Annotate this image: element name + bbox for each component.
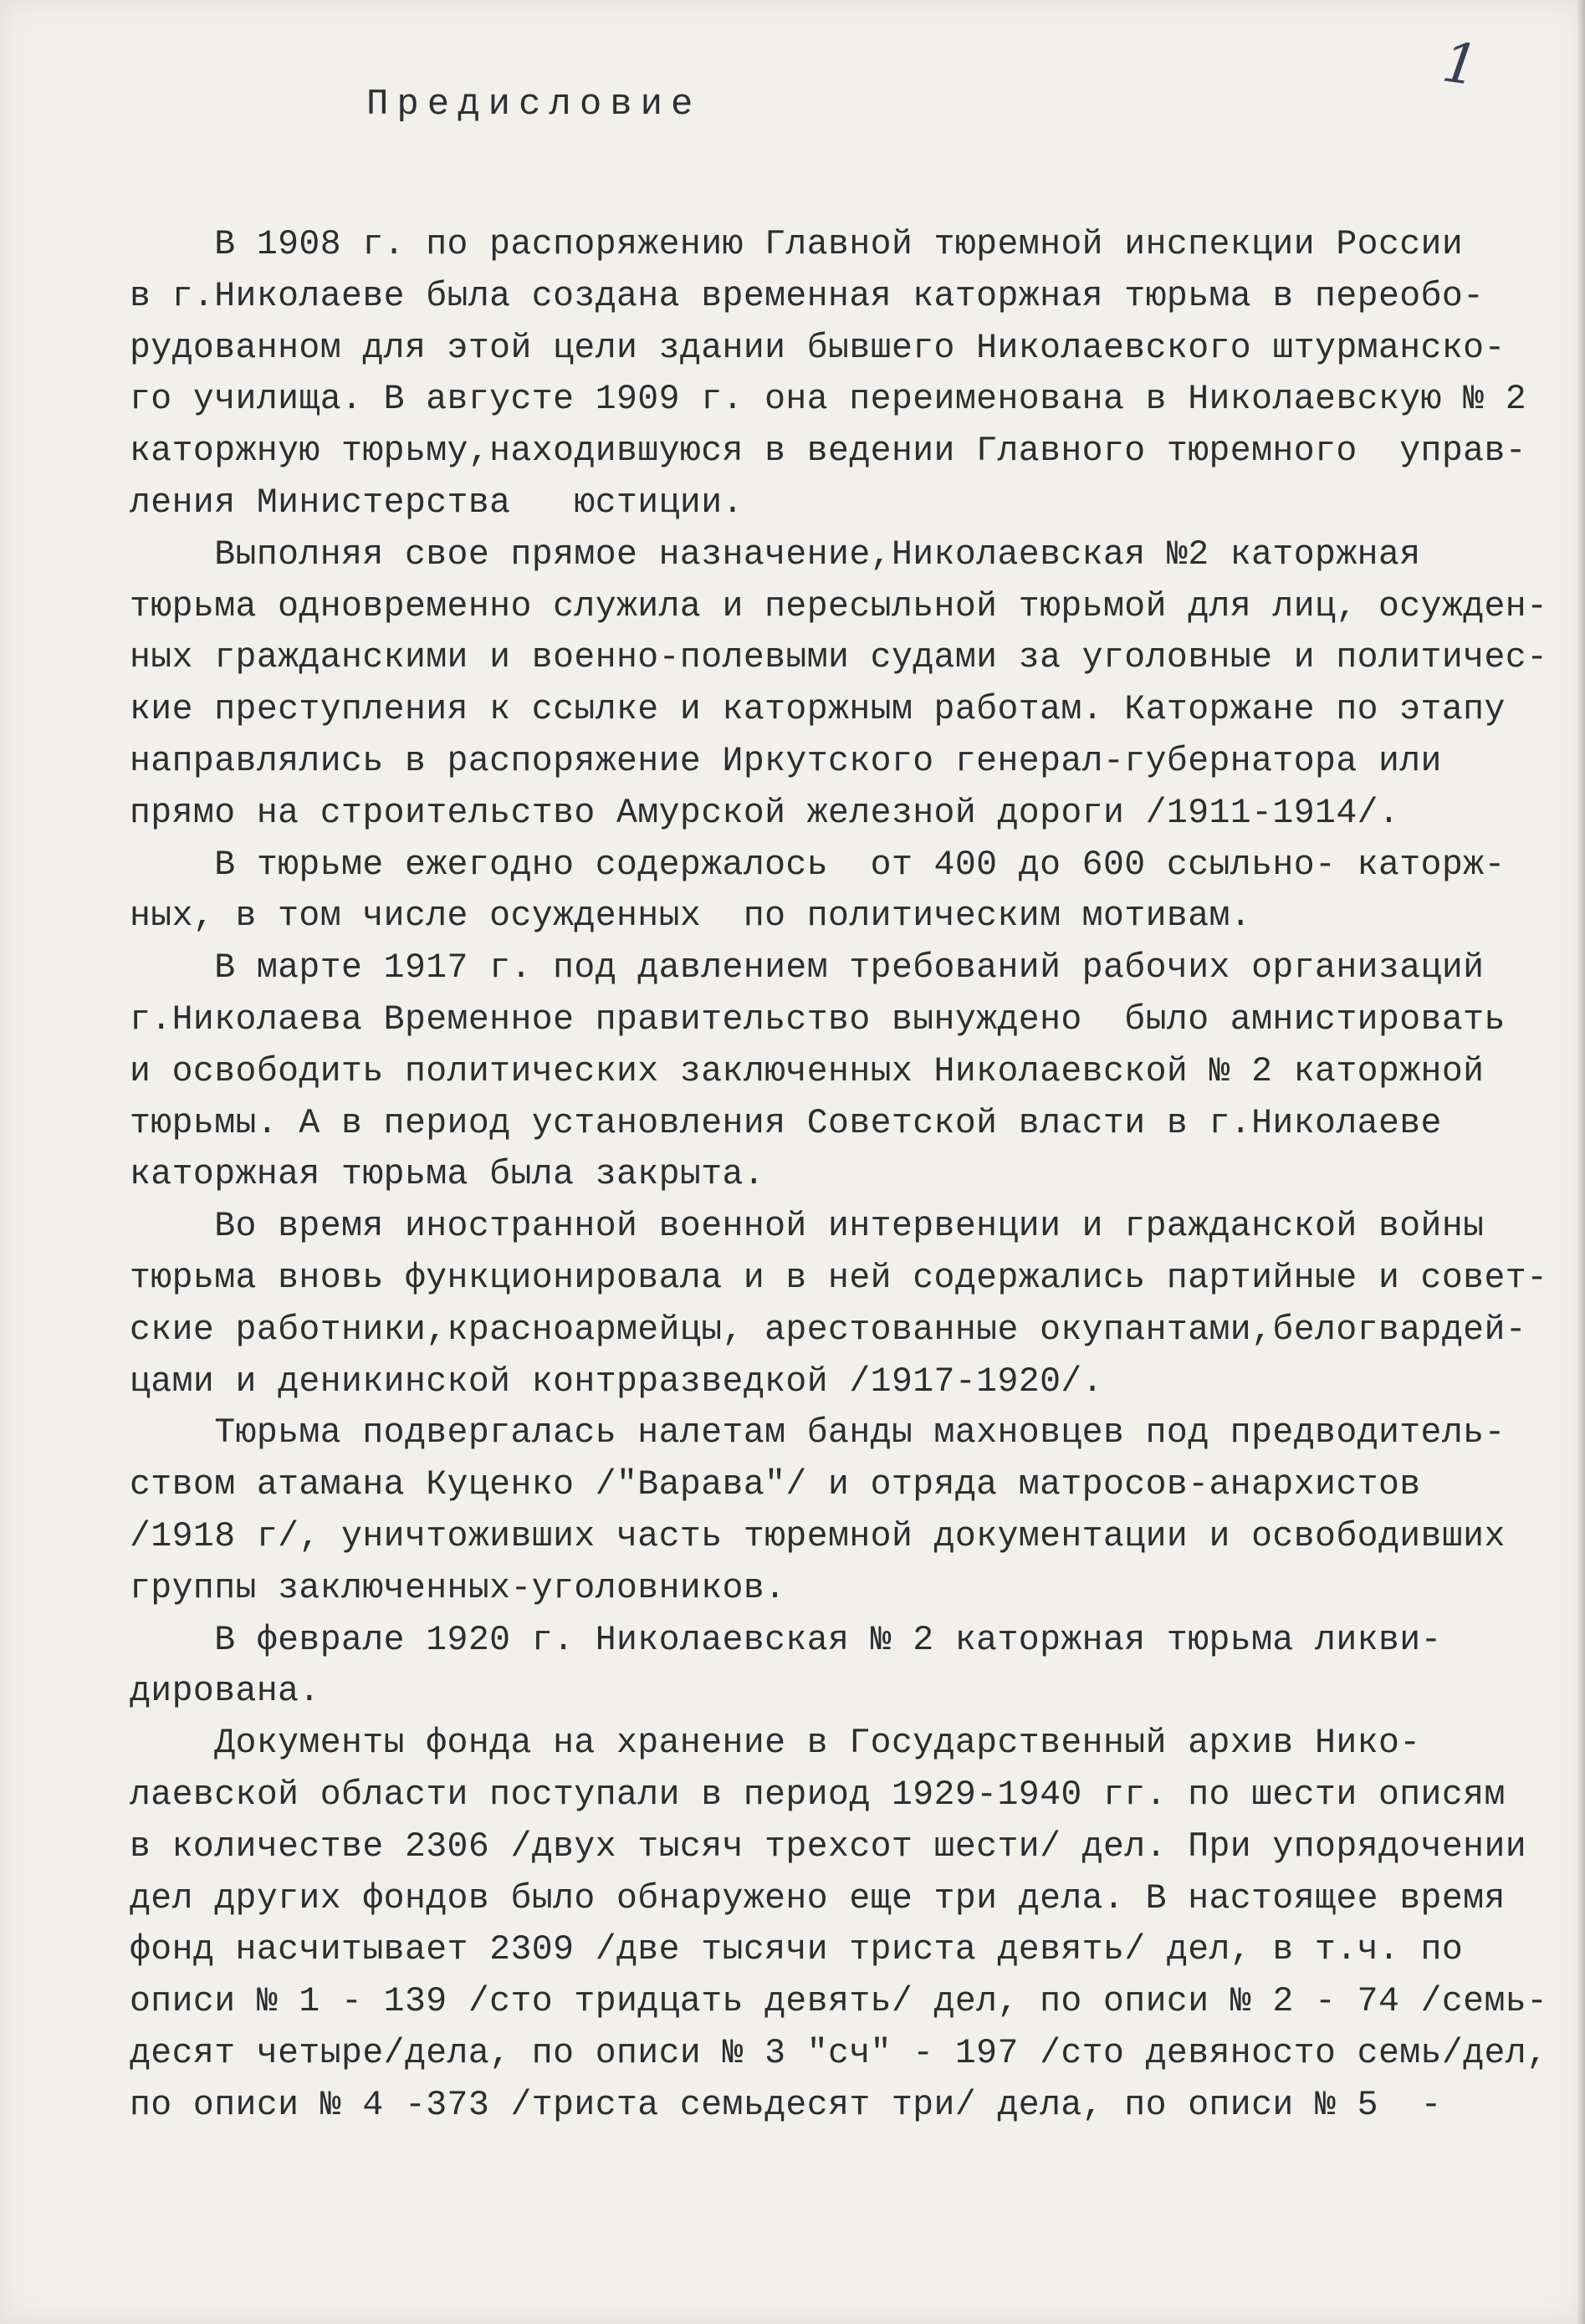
- text-line: Документы фонда на хранение в Государственный архив Нико-: [130, 1724, 1421, 1764]
- text-line: го училища. В августе 1909 г. она переименована в Николаевскую № 2: [130, 380, 1527, 420]
- text-line: ские работники,красноармейцы, арестованные окупантами,белогвардей-: [130, 1310, 1527, 1350]
- text-line: дирована.: [130, 1672, 320, 1712]
- text-line: каторжную тюрьму,находившуюся в ведении Главного тюремного управ-: [130, 432, 1527, 472]
- text-line: г.Николаева Временное правительство вынуждено было амнистировать: [130, 999, 1506, 1039]
- text-line: прямо на строительство Амурской железной дороги /1911-1914/.: [130, 793, 1400, 833]
- text-line: В феврале 1920 г. Николаевская № 2 каторжная тюрьма ликви-: [130, 1620, 1442, 1660]
- text-line: ных гражданскими и военно-полевыми судами за уголовные и политичес-: [130, 638, 1548, 678]
- text-line: тюрьмы. А в период установления Советской власти в г.Николаеве: [130, 1103, 1442, 1143]
- text-line: каторжная тюрьма была закрыта.: [130, 1155, 765, 1195]
- text-line: ных, в том числе осужденных по политическим мотивам.: [130, 896, 1252, 937]
- text-line: Выполняя свое прямое назначение,Николаевская №2 каторжная: [130, 534, 1421, 575]
- text-line: десят четыре/дела, по описи № 3 "сч" - 197 /сто девяносто семь/дел,: [130, 2033, 1548, 2073]
- text-line: рудованном для этой цели здании бывшего Николаевского штурманско-: [130, 328, 1506, 368]
- page-title: Предисловие: [366, 84, 702, 125]
- text-line: цами и деникинской контрразведкой /1917-1920/.: [130, 1361, 1103, 1402]
- text-line: ления Министерства юстиции.: [130, 483, 744, 523]
- text-line: тюрьма одновременно служила и пересыльной тюрьмой для лиц, осужден-: [130, 586, 1548, 626]
- text-line: В марте 1917 г. под давлением требований рабочих организаций: [130, 948, 1485, 988]
- text-line: фонд насчитывает 2309 /две тысячи триста девять/ дел, в т.ч. по: [130, 1930, 1464, 1970]
- text-line: В 1908 г. по распоряжению Главной тюремной инспекции России: [130, 225, 1464, 264]
- text-line: Тюрьма подвергалась налетам банды махновцев под предводитель-: [130, 1413, 1506, 1453]
- text-line: В тюрьме ежегодно содержалось от 400 до 600 ссыльно- каторж-: [130, 845, 1506, 885]
- text-line: описи № 1 - 139 /сто тридцать девять/ дел, по описи № 2 - 74 /семь-: [130, 1982, 1548, 2022]
- text-line: и освободить политических заключенных Николаевской № 2 каторжной: [130, 1051, 1485, 1091]
- text-line: в г.Николаеве была создана временная каторжная тюрьма в переобо-: [130, 276, 1485, 316]
- text-line: лаевской области поступали в период 1929-1940 гг. по шести описям: [130, 1775, 1506, 1815]
- text-line: /1918 г/, уничтоживших часть тюремной документации и освободивших: [130, 1516, 1506, 1556]
- handwritten-page-number: 1: [1438, 29, 1483, 99]
- text-line: кие преступления к ссылке и каторжным работам. Каторжане по этапу: [130, 690, 1506, 730]
- text-line: Во время иностранной военной интервенции и гражданской войны: [130, 1207, 1485, 1247]
- page-edge-shadow: [1577, 0, 1585, 2324]
- text-line: направлялись в распоряжение Иркутского генерал-губернатора или: [130, 741, 1442, 781]
- text-line: тюрьма вновь функционировала и в ней содержались партийные и совет-: [130, 1258, 1548, 1298]
- text-line: дел других фондов было обнаружено еще три дела. В настоящее время: [130, 1878, 1506, 1918]
- text-line: по описи № 4 -373 /триста семьдесят три/ дела, по описи № 5 -: [130, 2085, 1442, 2125]
- text-line: ством атамана Куценко /"Варава"/ и отряда матросов-анархистов: [130, 1465, 1421, 1505]
- text-line: в количестве 2306 /двух тысяч трехсот шести/ дел. При упорядочении: [130, 1826, 1527, 1867]
- body-text: [130, 219, 1548, 2131]
- text-line: группы заключенных-уголовников.: [130, 1568, 786, 1608]
